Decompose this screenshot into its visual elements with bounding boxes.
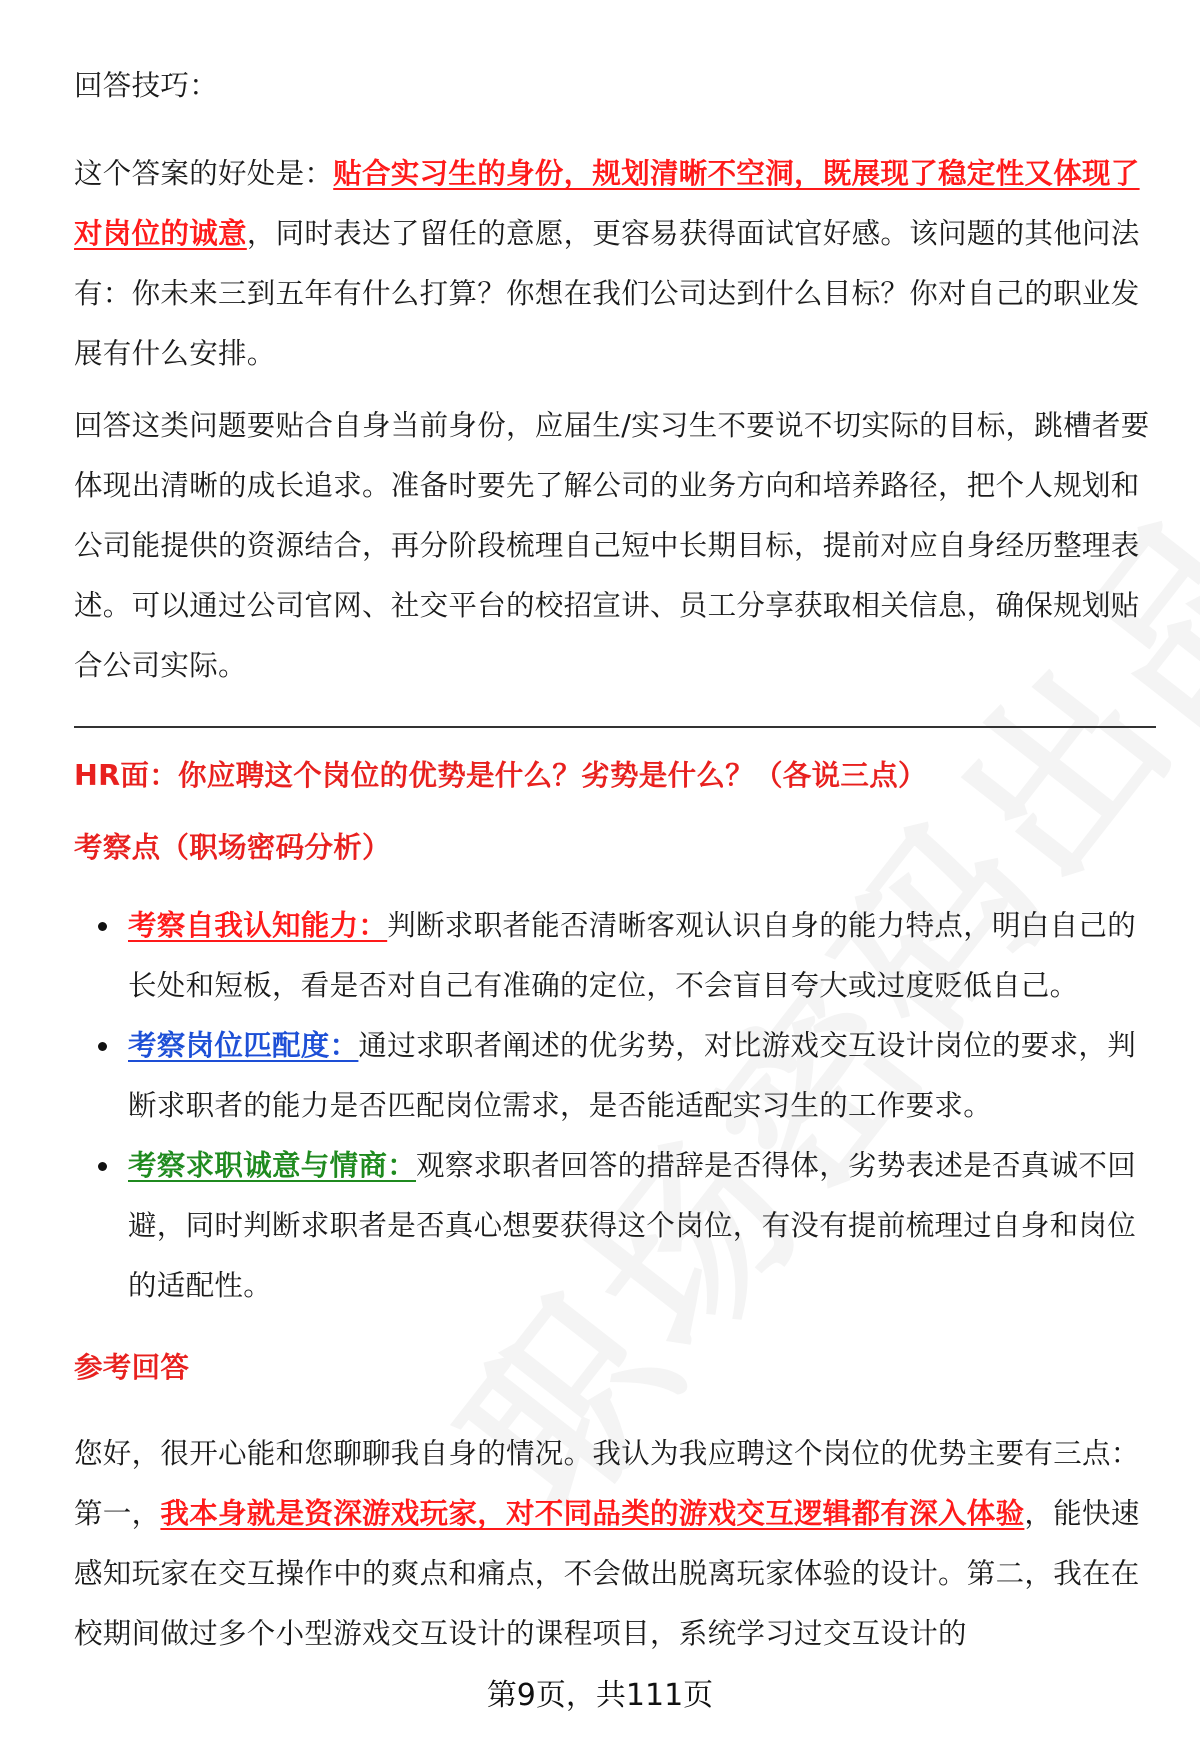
reference-answer-paragraph (74, 1424, 1154, 1664)
assessment-point-job-fit (74, 1016, 1154, 1136)
assessment-point-self-awareness (74, 896, 1154, 1016)
benefit-intro: 这个答案的好处是： (74, 157, 334, 190)
section-divider (74, 726, 1156, 728)
page-number-footer: 第9页，共111页 (486, 1678, 714, 1713)
assessment-point-sincerity (74, 1136, 1154, 1316)
point-title: 考察求职诚意与情商： (128, 1149, 417, 1182)
bullet-icon (98, 1042, 107, 1051)
analysis-heading: 考察点（职场密码分析） (74, 831, 391, 864)
answer-tips-label: 回答技巧： (74, 69, 219, 102)
answer-benefit-paragraph (74, 144, 1154, 384)
benefit-highlight: 贴合实习生的身份，规划清晰不空洞，既展现了稳定性又体现了对岗位的诚意 (74, 157, 1140, 250)
bullet-icon (98, 1162, 107, 1171)
answer-advice-paragraph: 回答这类问题要贴合自身当前身份，应届生/实习生不要说不切实际的目标，跳槽者要体现出清晰的成长追求。准备时要先了解公司的业务方向和培养路径，把个人规划和公司能提供的资源结合，再分阶段梳理自己短中长期目标，提前对应自身经历整理表述。可以通过公司官网、社交平台的校招宣讲、员工分享获取相关信息，确保规划贴合公司实际。 (74, 409, 1150, 682)
page-content (74, 56, 1154, 1664)
point-text: 观察求职者回答的措辞是否得体，劣势表述是否真诚不回避，同时判断求职者是否真心想要获得这个岗位，有没有提前梳理过自身和岗位的适配性。 (128, 1149, 1137, 1302)
reference-answer-heading: 参考回答 (74, 1351, 190, 1384)
answer-part2: ，能快速感知玩家在交互操作中的爽点和痛点，不会做出脱离玩家体验的设计。第二，我在在校期间做过多个小型游戏交互设计的课程项目，系统学习过交互设计的 (74, 1497, 1140, 1650)
point-title: 考察自我认知能力： (128, 909, 388, 942)
answer-highlight: 我本身就是资深游戏玩家，对不同品类的游戏交互逻辑都有深入体验 (160, 1497, 1025, 1530)
bullet-icon (98, 922, 107, 931)
point-text: 通过求职者阐述的优劣势，对比游戏交互设计岗位的要求，判断求职者的能力是否匹配岗位需求，是否能适配实习生的工作要求。 (128, 1029, 1137, 1122)
point-title: 考察岗位匹配度： (128, 1029, 359, 1062)
point-text: 判断求职者能否清晰客观认识自身的能力特点，明白自己的长处和短板，看是否对自己有准确的定位，不会盲目夸大或过度贬低自己。 (128, 909, 1137, 1002)
hr-question-heading: HR面：你应聘这个岗位的优势是什么？劣势是什么？（各说三点） (74, 759, 927, 792)
benefit-rest: ，同时表达了留任的意愿，更容易获得面试官好感。该问题的其他问法有：你未来三到五年有什么打算？你想在我们公司达到什么目标？你对自己的职业发展有什么安排。 (74, 217, 1140, 370)
assessment-points-list (74, 896, 1154, 1316)
answer-part1: 您好，很开心能和您聊聊我自身的情况。我认为我应聘这个岗位的优势主要有三点：第一， (74, 1437, 1140, 1530)
